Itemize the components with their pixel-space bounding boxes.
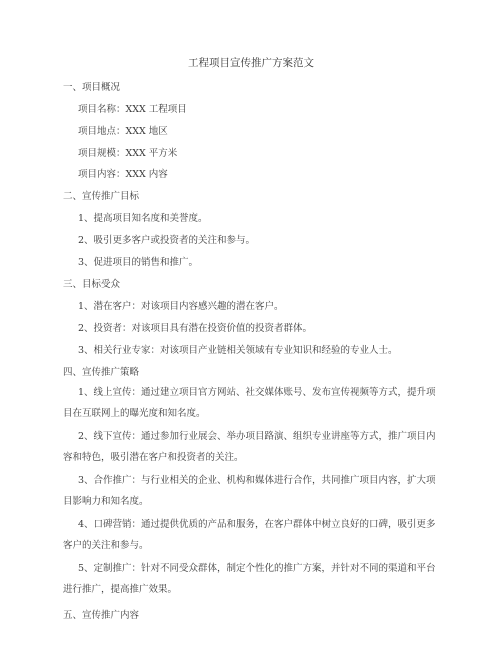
strategy-paragraph: 3、合作推广：与行业相关的企业、机构和媒体进行合作，共同推广项目内容，扩大项目影响力和知名度。 (63, 475, 436, 507)
project-scale-line: 项目规模：XXX 平方米 (78, 148, 178, 159)
project-content-line: 项目内容：XXX 内容 (78, 169, 168, 180)
section-heading-overview: 一、项目概况 (63, 82, 121, 93)
section-heading-content: 五、宣传推广内容 (63, 610, 140, 621)
audience-item: 3、相关行业专家：对该项目产业链相关领域有专业知识和经验的专业人士。 (78, 345, 398, 356)
strategy-paragraph: 2、线下宣传：通过参加行业展会、举办项目路演、组织专业讲座等方式，推广项目内容和特色，吸引潜在客户和投资者的关注。 (63, 431, 436, 463)
project-location-line: 项目地点：XXX 地区 (78, 126, 168, 137)
audience-item: 1、潜在客户：对该项目内容感兴趣的潜在客户。 (78, 301, 284, 312)
document-title: 工程项目宣传推广方案范文 (188, 57, 314, 69)
goal-item: 3、促进项目的销售和推广。 (78, 257, 199, 268)
strategy-paragraph: 4、口碑营销：通过提供优质的产品和服务，在客户群体中树立良好的口碑，吸引更多客户的关注和参与。 (63, 519, 436, 551)
strategy-paragraph: 1、线上宣传：通过建立项目官方网站、社交媒体账号、发布宣传视频等方式，提升项目在互联网上的曝光度和知名度。 (63, 387, 436, 419)
section-heading-goals: 二、宣传推广目标 (63, 191, 140, 202)
goal-item: 1、提高项目知名度和美誉度。 (78, 213, 208, 224)
strategy-paragraph: 5、定制推广：针对不同受众群体，制定个性化的推广方案，并针对不同的渠道和平台进行推广，提高推广效果。 (63, 563, 436, 595)
goal-item: 2、吸引更多客户或投资者的关注和参与。 (78, 235, 256, 246)
section-heading-strategy: 四、宣传推广策略 (63, 367, 140, 378)
project-name-line: 项目名称：XXX 工程项目 (78, 104, 187, 115)
section-heading-audience: 三、目标受众 (63, 279, 121, 290)
audience-item: 2、投资者：对该项目具有潜在投资价值的投资者群体。 (78, 323, 313, 334)
